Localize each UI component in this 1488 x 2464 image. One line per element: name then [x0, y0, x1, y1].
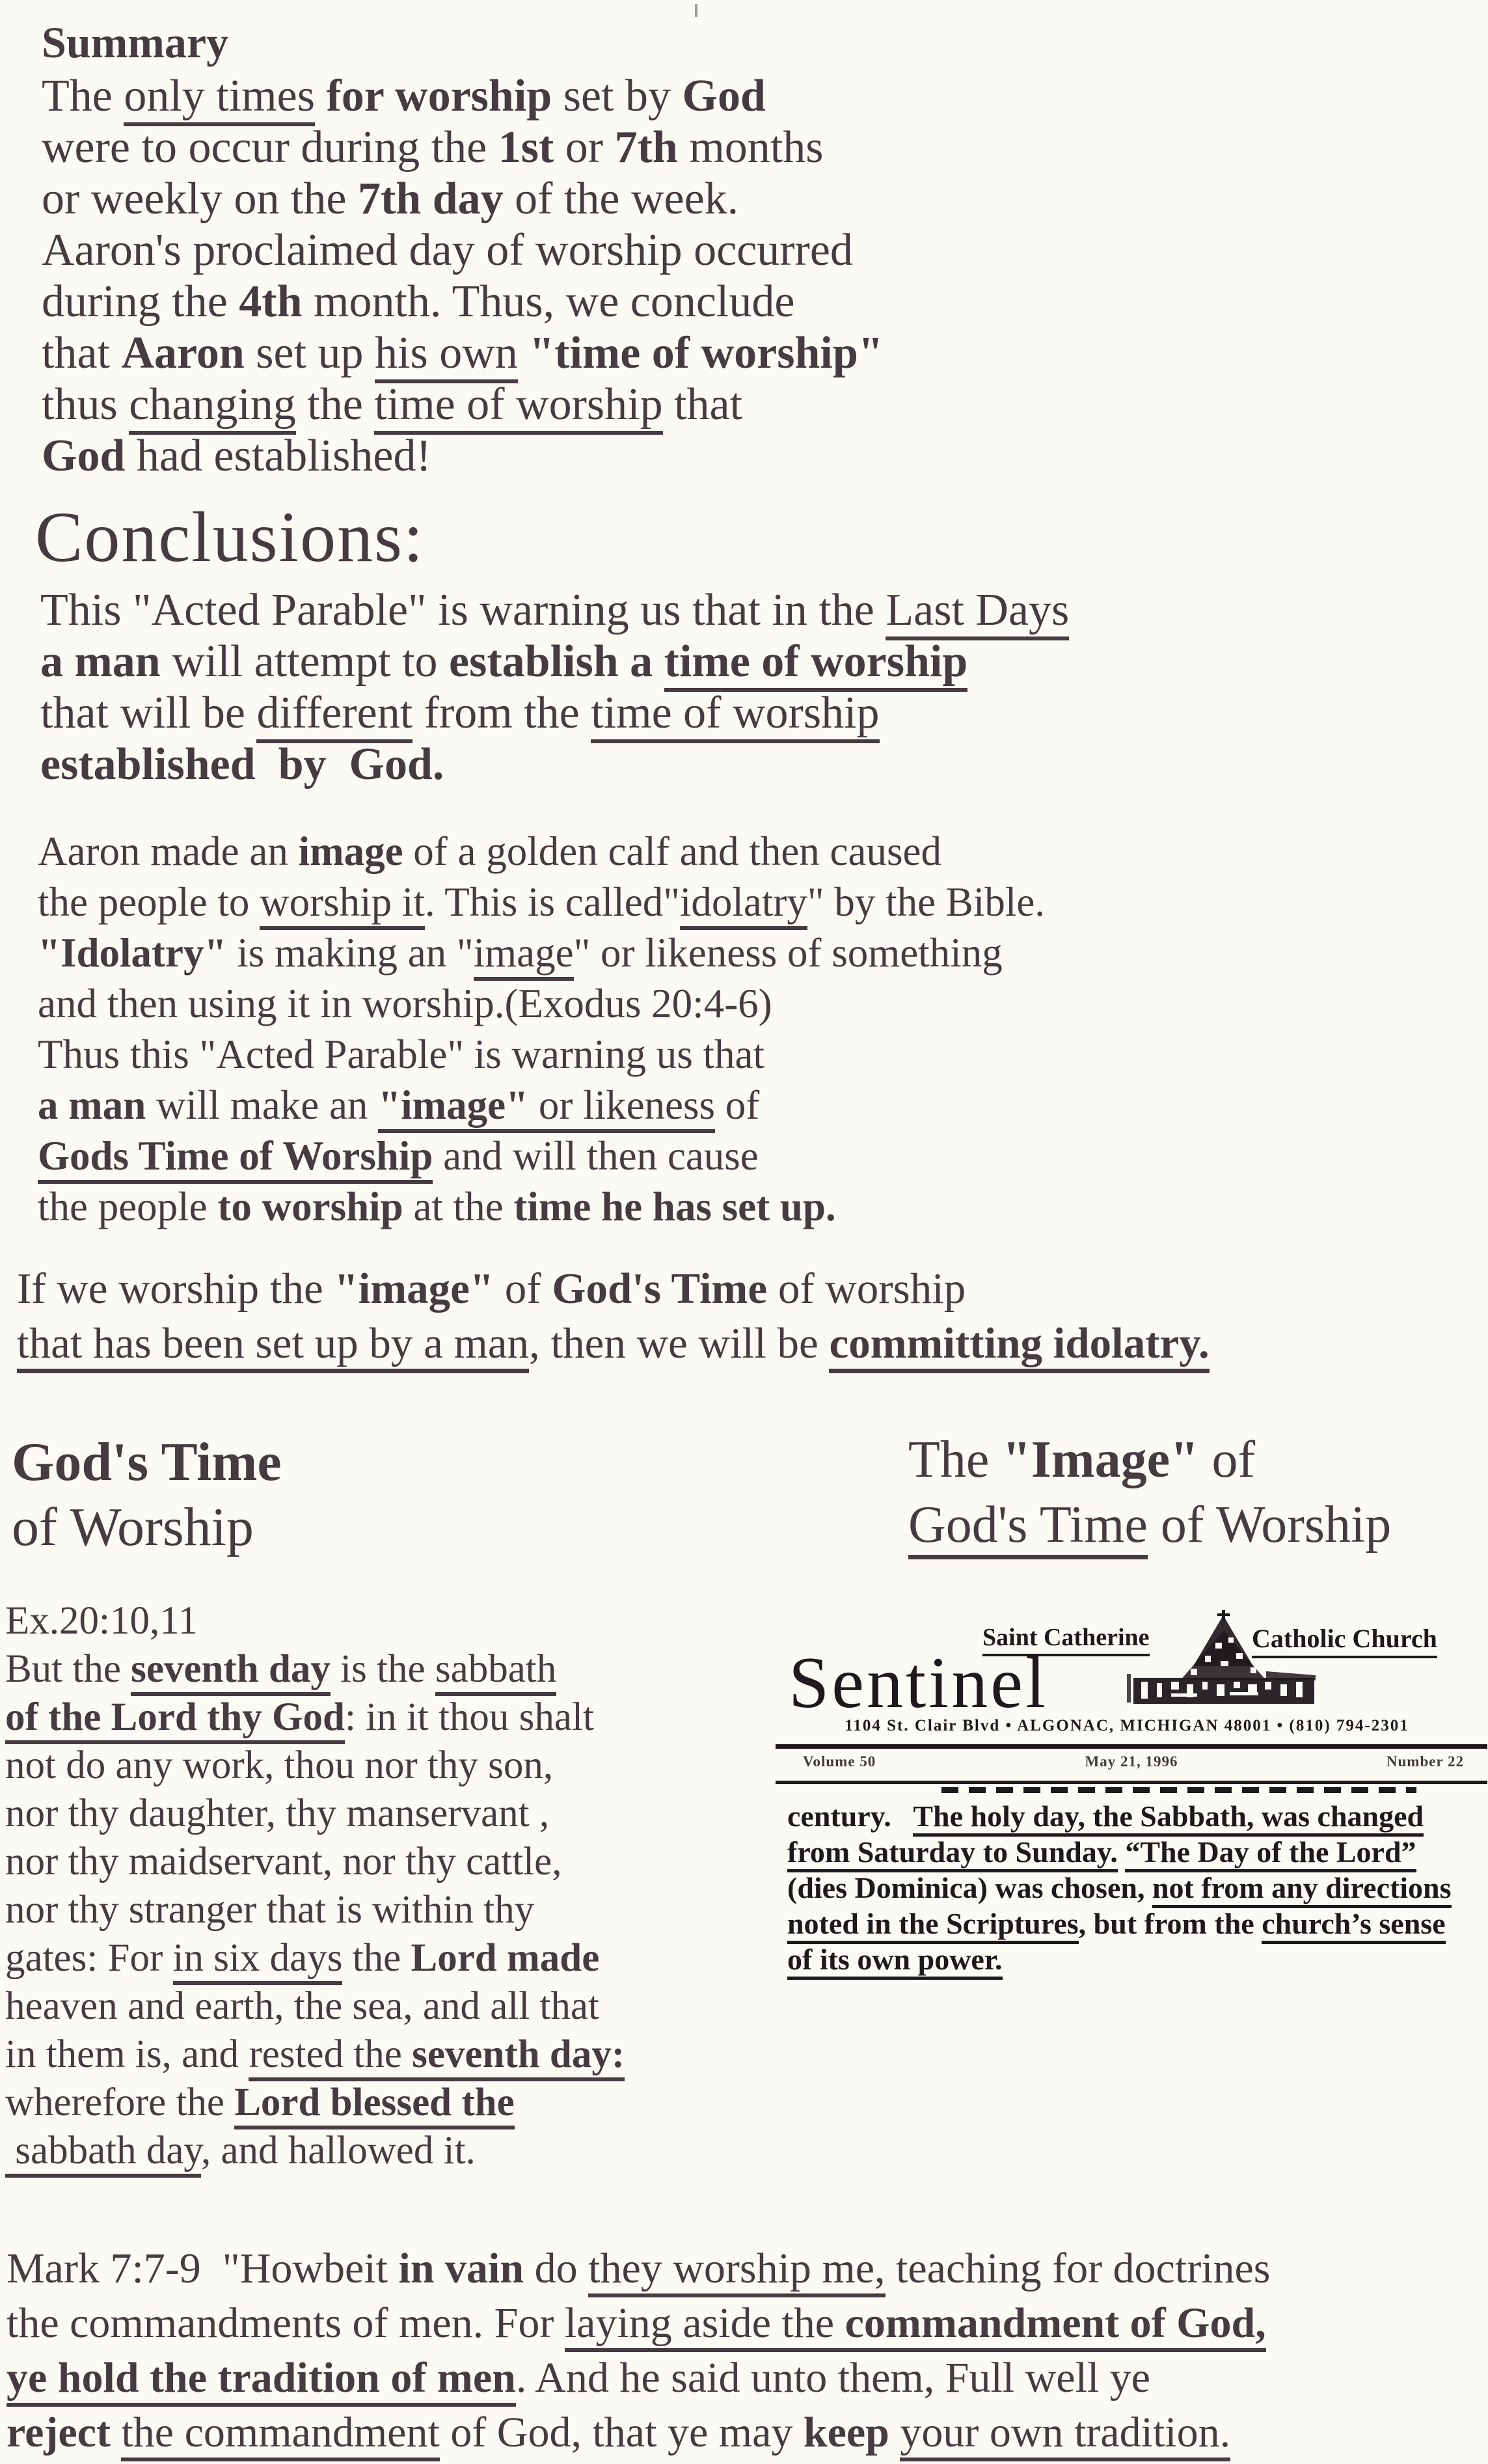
- text-segment: 7th day: [357, 174, 504, 224]
- text-segment: idolatry: [680, 879, 807, 930]
- text-line: [42, 225, 884, 276]
- idolatry-warning-paragraph: [17, 1264, 1210, 1373]
- text-segment: The: [42, 71, 124, 121]
- text-segment: time of worship: [591, 688, 879, 743]
- text-segment: of a golden calf and then caused: [403, 828, 941, 874]
- volume-label: Volume 50: [803, 1753, 876, 1770]
- text-segment: time of worship: [664, 637, 968, 692]
- text-line: [787, 1835, 1452, 1870]
- text-line: [5, 1887, 625, 1936]
- text-segment: "image": [334, 1265, 494, 1313]
- text-segment: will make an: [146, 1082, 379, 1128]
- text-segment: : in it thou shalt: [344, 1695, 594, 1739]
- text-segment: that: [662, 379, 743, 430]
- text-segment: , and hallowed it.: [200, 2129, 476, 2172]
- text-line: [38, 1183, 1045, 1234]
- text-line: [7, 2299, 1270, 2353]
- text-segment: [518, 328, 530, 378]
- text-segment: the: [342, 1936, 411, 1980]
- text-segment: is making an ": [226, 930, 474, 976]
- text-segment: reject: [7, 2409, 111, 2456]
- text-line: [908, 1430, 1391, 1496]
- text-segment: But the: [5, 1647, 131, 1691]
- text-line: [42, 430, 884, 482]
- text-line: [38, 980, 1045, 1031]
- masthead-rule: [776, 1744, 1487, 1749]
- text-segment: seventh day: [131, 1647, 331, 1696]
- text-line: [787, 1942, 1452, 1978]
- text-segment: the: [295, 379, 375, 430]
- text-line: [17, 1319, 1210, 1373]
- text-segment: God's Time: [908, 1496, 1148, 1559]
- church-name-right: Catholic Church: [1252, 1623, 1437, 1658]
- text-segment: changing: [129, 379, 296, 435]
- text-line: [7, 2353, 1270, 2408]
- text-segment: God's Time: [552, 1265, 768, 1313]
- text-segment: worship it: [260, 879, 425, 930]
- text-segment: ye hold the tradition of men: [7, 2354, 516, 2407]
- text-segment: not from any directions: [1152, 1871, 1452, 1908]
- text-segment: “The Day of the Lord”: [1125, 1835, 1416, 1872]
- text-line: [38, 929, 1045, 980]
- text-segment: nor thy daughter, thy manservant ,: [5, 1792, 550, 1835]
- text-line: [40, 739, 1069, 790]
- text-line: [5, 1598, 625, 1647]
- issue-date: May 21, 1996: [1085, 1753, 1178, 1770]
- text-segment: only times: [124, 71, 315, 126]
- text-segment: of its own power.: [787, 1943, 1003, 1980]
- text-segment: during the: [42, 277, 239, 327]
- text-line: [38, 1082, 1045, 1132]
- text-line: [5, 1839, 625, 1887]
- text-segment: thus: [42, 379, 129, 430]
- text-segment: time he has set up.: [513, 1184, 836, 1229]
- text-segment: of Worship: [1147, 1496, 1392, 1554]
- text-line: [42, 122, 884, 173]
- text-segment: . And he said unto them, Full well ye: [515, 2354, 1151, 2402]
- text-segment: of: [715, 1082, 760, 1128]
- text-segment: established by God.: [40, 739, 444, 789]
- left-column-heading: [12, 1430, 282, 1561]
- text-segment: The: [908, 1431, 1003, 1488]
- text-segment: [653, 637, 664, 687]
- text-segment: the commandment: [121, 2409, 439, 2461]
- text-line: [42, 327, 884, 379]
- text-line: [7, 2408, 1270, 2463]
- text-segment: from the: [413, 688, 591, 738]
- text-segment: 7th: [614, 122, 678, 172]
- text-segment: establish a: [449, 637, 653, 687]
- text-segment: of: [1198, 1431, 1256, 1488]
- text-segment: [889, 2409, 900, 2456]
- text-segment: wherefore the: [5, 2081, 235, 2124]
- text-segment: at the: [403, 1184, 514, 1229]
- church-icon: [1126, 1609, 1327, 1708]
- text-segment: Aaron: [121, 328, 245, 378]
- text-segment: commandment of God,: [845, 2299, 1266, 2352]
- masthead-issue-row: [776, 1753, 1487, 1774]
- text-segment: that has been set up by a man: [17, 1319, 529, 1373]
- summary-paragraph: [42, 70, 884, 482]
- sentinel-newspaper-clipping: [776, 1613, 1487, 2042]
- text-segment: Thus this "Acted Parable" is warning us that: [38, 1032, 764, 1077]
- text-segment: " or likeness of something: [573, 930, 1003, 976]
- text-segment: noted in the Scriptures: [787, 1907, 1079, 1944]
- text-line: [40, 584, 1069, 636]
- text-segment: do: [524, 2245, 589, 2292]
- text-segment: committing idolatry.: [829, 1319, 1209, 1373]
- text-segment: they worship me,: [588, 2245, 885, 2297]
- summary-heading: Summary: [42, 18, 229, 67]
- text-segment: God: [42, 431, 126, 481]
- text-line: [40, 687, 1069, 739]
- text-line: [5, 2080, 625, 2128]
- text-line: [42, 70, 884, 122]
- text-line: [908, 1496, 1391, 1561]
- text-segment: The holy day, the Sabbath, was changed: [913, 1800, 1424, 1837]
- text-segment: sabbath: [435, 1647, 556, 1696]
- right-column-heading: [908, 1430, 1391, 1561]
- scan-artifact: [695, 4, 697, 17]
- text-segment: Gods Time of Worship: [38, 1133, 433, 1184]
- text-segment: "Image": [1002, 1431, 1199, 1488]
- church-name-left: Saint Catherine: [982, 1623, 1150, 1656]
- text-line: [42, 379, 884, 430]
- aaron-image-paragraph: [38, 828, 1045, 1234]
- text-segment: teaching for doctrines: [885, 2245, 1271, 2292]
- text-segment: will attempt to: [160, 637, 450, 687]
- text-segment: that: [42, 328, 122, 378]
- text-line: [7, 2244, 1270, 2299]
- text-segment: Last Days: [886, 585, 1069, 640]
- text-segment: [111, 2409, 122, 2456]
- text-segment: , but from the: [1078, 1907, 1262, 1940]
- scan-smudge-dashes: [941, 1787, 1416, 1793]
- text-segment: for worship: [326, 71, 552, 121]
- text-segment: the people to: [38, 879, 260, 925]
- text-segment: "image": [378, 1082, 528, 1133]
- text-line: [38, 879, 1045, 929]
- conclusions-paragraph: [40, 584, 1069, 790]
- text-segment: that will be: [40, 688, 257, 738]
- text-line: [5, 2032, 625, 2080]
- text-segment: laying aside the: [565, 2299, 845, 2352]
- text-segment: This "Acted Parable" is warning us that in the: [40, 585, 886, 635]
- masthead-address: 1104 St. Clair Blvd • ALGONAC, MICHIGAN 48001 • (810) 794-2301: [845, 1717, 1409, 1734]
- text-segment: were to occur during the: [42, 122, 498, 172]
- text-segment: , then we will be: [529, 1319, 830, 1367]
- text-line: [5, 1647, 625, 1695]
- text-segment: to worship: [217, 1184, 403, 1229]
- text-line: [42, 173, 884, 225]
- text-segment: or likeness: [528, 1082, 715, 1133]
- left-column-heading-line1: God's Time: [12, 1432, 282, 1492]
- text-segment: Ex.20:10,11: [5, 1599, 198, 1643]
- text-segment: month. Thus, we conclude: [302, 277, 795, 327]
- text-segment: set up: [244, 328, 375, 378]
- text-line: [38, 1031, 1045, 1082]
- text-segment: is the: [330, 1647, 435, 1691]
- text-segment: a man: [38, 1082, 146, 1128]
- text-segment: sabbath day: [5, 2129, 201, 2178]
- text-line: [38, 828, 1045, 879]
- text-segment: his own: [375, 328, 518, 383]
- text-segment: [1118, 1835, 1126, 1869]
- text-segment: and will then cause: [433, 1133, 759, 1179]
- text-segment: "time of worship": [529, 328, 884, 378]
- text-segment: not do any work, thou nor thy son,: [5, 1744, 554, 1787]
- text-line: [787, 1906, 1452, 1942]
- clipping-body-text: [787, 1799, 1452, 1978]
- text-segment: Lord blessed the: [234, 2081, 514, 2129]
- text-line: [5, 1984, 625, 2032]
- text-segment: image: [474, 930, 574, 981]
- text-line: [17, 1264, 1210, 1319]
- text-segment: (dies Dominica) was chosen,: [787, 1871, 1152, 1904]
- text-line: [40, 636, 1069, 687]
- text-line: [42, 276, 884, 327]
- conclusions-heading: Conclusions:: [35, 497, 425, 577]
- text-line: [5, 1695, 625, 1743]
- text-segment: image: [298, 828, 403, 874]
- text-segment: Aaron's proclaimed day of worship occurred: [42, 225, 853, 275]
- exodus-quote-paragraph: [5, 1598, 625, 2176]
- masthead-rule: [776, 1781, 1487, 1784]
- text-segment: set by: [552, 71, 683, 121]
- text-segment: "Idolatry": [38, 930, 227, 976]
- text-segment: gates: For: [5, 1936, 173, 1980]
- text-segment: nor thy maidservant, nor thy cattle,: [5, 1840, 562, 1883]
- text-segment: in vain: [398, 2245, 524, 2292]
- text-segment: of the week.: [503, 174, 739, 224]
- text-segment: in them is, and: [5, 2033, 249, 2076]
- text-segment: rested the: [249, 2033, 412, 2081]
- text-segment: or: [554, 122, 615, 172]
- text-segment: God: [682, 71, 766, 121]
- text-segment: or weekly on the: [42, 174, 358, 224]
- text-line: [787, 1870, 1452, 1906]
- text-segment: keep: [803, 2409, 889, 2456]
- masthead-title: Sentinel: [789, 1643, 1049, 1723]
- text-segment: church’s sense: [1262, 1907, 1445, 1944]
- text-line: [5, 1936, 625, 1984]
- text-segment: . This is called": [424, 879, 680, 925]
- issue-number: Number 22: [1386, 1753, 1464, 1770]
- text-segment: 4th: [239, 277, 303, 327]
- text-segment: 1st: [498, 122, 554, 172]
- text-segment: heaven and earth, the sea, and all that: [5, 1984, 599, 2028]
- text-segment: seventh day:: [412, 2033, 625, 2081]
- text-segment: and then using it in worship.(Exodus 20:4-6): [38, 981, 772, 1026]
- text-segment: of God, that ye may: [439, 2409, 804, 2456]
- text-segment: " by the Bible.: [807, 879, 1046, 925]
- text-segment: had established!: [125, 431, 431, 481]
- text-segment: time of worship: [374, 379, 662, 435]
- mark-quote-paragraph: [7, 2244, 1270, 2463]
- text-segment: a man: [40, 637, 161, 687]
- text-line: [5, 1743, 625, 1791]
- text-segment: [315, 71, 327, 121]
- text-segment: If we worship the: [17, 1265, 334, 1313]
- text-line: [5, 2128, 625, 2176]
- text-segment: months: [677, 122, 824, 172]
- text-segment: Aaron made an: [38, 828, 299, 874]
- text-segment: century.: [787, 1800, 913, 1833]
- text-line: [787, 1799, 1452, 1835]
- text-segment: in six days: [173, 1936, 343, 1985]
- text-segment: of the Lord thy God: [5, 1695, 345, 1744]
- text-segment: nor thy stranger that is within thy: [5, 1888, 535, 1932]
- text-segment: of worship: [767, 1265, 966, 1313]
- text-segment: Mark 7:7-9 "Howbeit: [7, 2245, 399, 2292]
- text-segment: from Saturday to Sunday.: [787, 1835, 1118, 1872]
- text-segment: different: [256, 688, 413, 743]
- text-segment: the people: [38, 1184, 218, 1229]
- text-segment: Lord made: [411, 1936, 600, 1980]
- text-line: [38, 1132, 1045, 1183]
- text-segment: the commandments of men. For: [7, 2299, 565, 2347]
- left-column-heading-line2: of Worship: [12, 1497, 254, 1557]
- text-segment: your own tradition.: [900, 2409, 1230, 2461]
- text-line: [5, 1791, 625, 1839]
- text-segment: of: [494, 1265, 552, 1313]
